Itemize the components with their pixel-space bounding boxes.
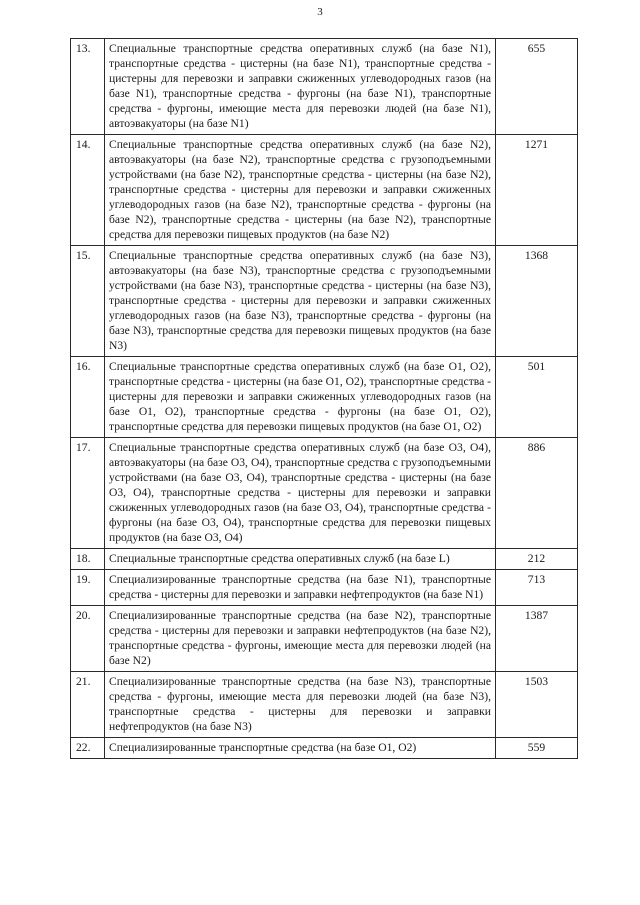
row-value: 1368 [496, 246, 578, 357]
row-description: Специальные транспортные средства оперативных служб (на базе N1), транспортные средства - цистерны (на базе N1), транспортные средства - цистерны для перевозки и заправки сжиженных углеводородных газов (на базе N1), транспортные средства - фургоны (на базе N1), транспортные средства - фургоны, имеющие места для перевозки людей (на базе N1), автоэвакуаторы (на базе N1) [105, 39, 496, 135]
row-number: 13. [71, 39, 105, 135]
row-description: Специальные транспортные средства оперативных служб (на базе L) [105, 549, 496, 570]
table-row [71, 135, 578, 246]
table-row [71, 738, 578, 759]
row-number: 21. [71, 672, 105, 738]
row-number: 19. [71, 570, 105, 606]
row-value: 713 [496, 570, 578, 606]
row-description: Специальные транспортные средства оперативных служб (на базе O3, O4), автоэвакуаторы (на базе O3, O4), транспортные средства с грузоподъемными устройствами (на базе O3, O4), транспортные средства - цистерны (на базе O3, O4), транспортные средства - цистерны для перевозки и заправки сжиженных углеводородных газов (на базе O3, O4), транспортные средства - фургоны (на базе O3, O4), транспортные средства для перевозки пищевых продуктов (на базе O3, O4) [105, 438, 496, 549]
row-description: Специализированные транспортные средства (на базе O1, O2) [105, 738, 496, 759]
row-value: 212 [496, 549, 578, 570]
table-row [71, 39, 578, 135]
row-number: 17. [71, 438, 105, 549]
row-number: 20. [71, 606, 105, 672]
row-value: 886 [496, 438, 578, 549]
vehicle-table [70, 38, 578, 759]
row-value: 501 [496, 357, 578, 438]
row-value: 1503 [496, 672, 578, 738]
page-number: 3 [317, 6, 323, 18]
table-row [71, 438, 578, 549]
table-row [71, 672, 578, 738]
row-description: Специализированные транспортные средства (на базе N1), транспортные средства - цистерны для перевозки и заправки нефтепродуктов (на базе N1) [105, 570, 496, 606]
table-row [71, 246, 578, 357]
row-number: 14. [71, 135, 105, 246]
table-row [71, 549, 578, 570]
row-value: 1387 [496, 606, 578, 672]
row-description: Специальные транспортные средства оперативных служб (на базе N2), автоэвакуаторы (на базе N2), транспортные средства с грузоподъемными устройствами (на базе N2), транспортные средства - цистерны (на базе N2), транспортные средства - цистерны для перевозки и заправки сжиженных углеводородных газов (на базе N2), транспортные средства - фургоны (на базе N2), транспортные средства - цистерны (на базе N2), транспортные средства для перевозки пищевых продуктов (на базе N2) [105, 135, 496, 246]
row-number: 16. [71, 357, 105, 438]
row-value: 559 [496, 738, 578, 759]
table-row [71, 606, 578, 672]
row-number: 22. [71, 738, 105, 759]
table-row [71, 570, 578, 606]
row-number: 15. [71, 246, 105, 357]
row-number: 18. [71, 549, 105, 570]
table-row [71, 357, 578, 438]
row-description: Специализированные транспортные средства (на базе N2), транспортные средства - цистерны для перевозки и заправки нефтепродуктов (на базе N2), транспортные средства - фургоны, имеющие места для перевозки людей (на базе N2) [105, 606, 496, 672]
row-description: Специальные транспортные средства оперативных служб (на базе N3), автоэвакуаторы (на базе N3), транспортные средства с грузоподъемными устройствами (на базе N3), транспортные средства - цистерны (на базе N3), транспортные средства - цистерны для перевозки и заправки сжиженных углеводородных газов (на базе N3), транспортные средства - фургоны (на базе N3), транспортные средства для перевозки пищевых продуктов (на базе N3) [105, 246, 496, 357]
row-value: 1271 [496, 135, 578, 246]
row-description: Специализированные транспортные средства (на базе N3), транспортные средства - фургоны, имеющие места для перевозки людей (на базе N3), транспортные средства - цистерны для перевозки и заправки нефтепродуктов (на базе N3) [105, 672, 496, 738]
row-description: Специальные транспортные средства оперативных служб (на базе O1, O2), транспортные средства - цистерны (на базе O1, O2), транспортные средства - цистерны для перевозки и заправки сжиженных углеводородных газов (на базе O1, O2), транспортные средства - фургоны (на базе O1, O2), транспортные средства для перевозки пищевых продуктов (на базе O1, O2) [105, 357, 496, 438]
row-value: 655 [496, 39, 578, 135]
